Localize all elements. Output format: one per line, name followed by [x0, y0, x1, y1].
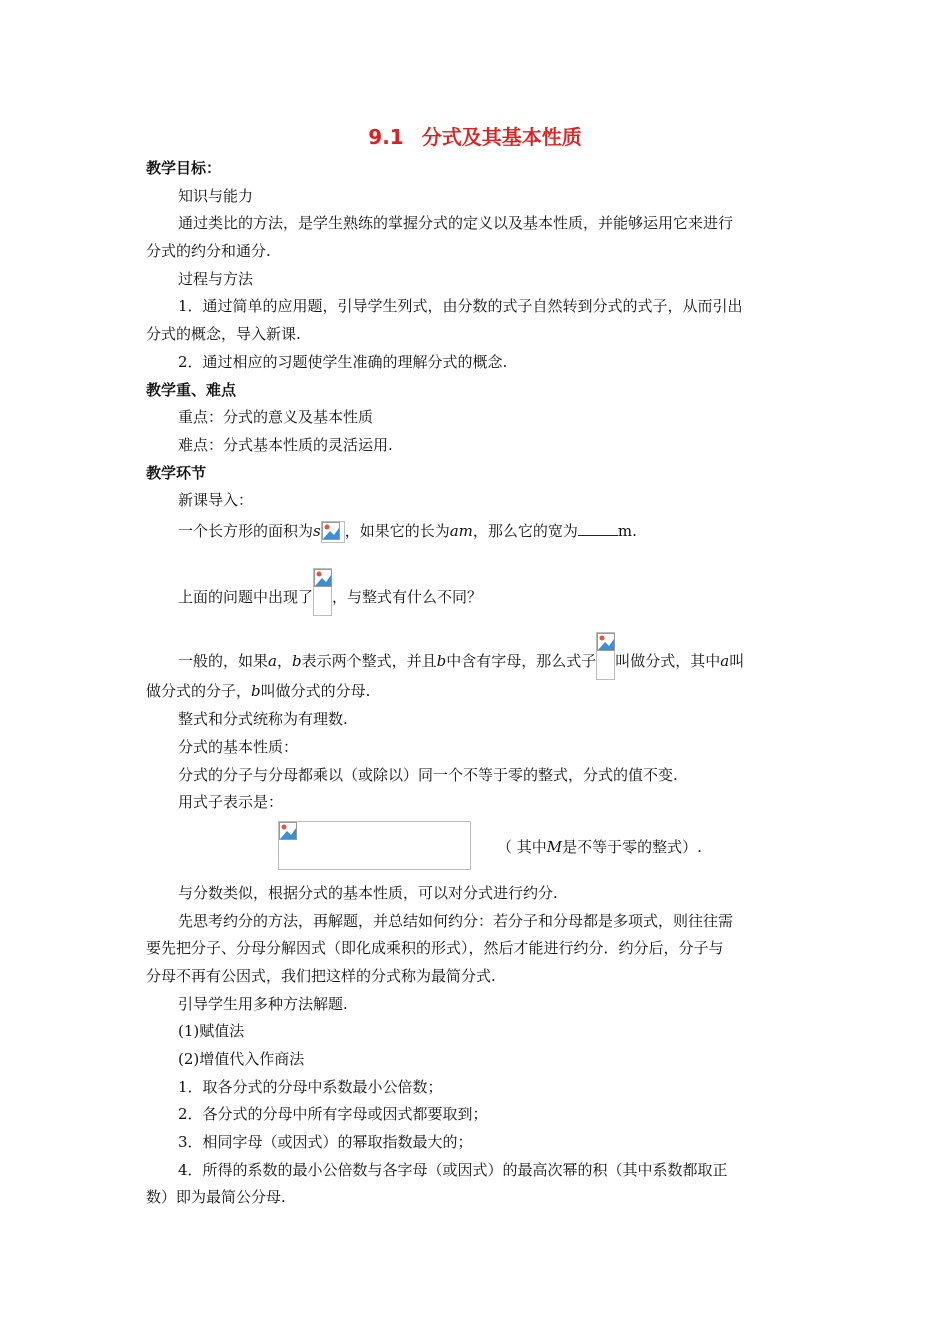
property-text: 分式的分子与分母都乘以（或除以）同一个不等于零的整式，分式的值不变. [178, 766, 678, 784]
lcd-step-cont: 数）即为最简公分母. [146, 1188, 286, 1206]
formula-image-placeholder [278, 821, 471, 870]
formula-image-placeholder [313, 568, 332, 616]
reduce-paragraph-line: 分母不再有公因式，我们把这样的分式称为最简分式. [146, 967, 496, 985]
broken-image-icon [322, 522, 340, 540]
page-title [0, 124, 950, 150]
knowledge-paragraph-line: 通过类比的方法，是学生熟练的掌握分式的定义以及基本性质，并能够运用它来进行 [178, 214, 734, 232]
method-item: (2)增值代入作商法 [178, 1050, 305, 1068]
reduce-paragraph-line: 与分数类似，根据分式的基本性质，可以对分式进行约分. [178, 884, 558, 902]
property-heading: 分式的基本性质： [178, 738, 299, 756]
lcd-step: 1．取各分式的分母中系数最小公倍数； [178, 1078, 443, 1096]
broken-image-icon [279, 822, 297, 840]
process-heading: 过程与方法 [178, 270, 254, 288]
broken-image-icon [597, 633, 615, 651]
intro-heading: 新课导入： [178, 491, 254, 509]
goals-heading: 教学目标： [146, 159, 222, 177]
lcd-step: 3．相同字母（或因式）的幂取指数最大的； [178, 1133, 473, 1151]
difficult-point: 难点：分式基本性质的灵活运用. [178, 436, 393, 454]
formula-note: （ 其中M是不等于零的整式）. [497, 838, 702, 856]
broken-image-icon [314, 569, 332, 587]
rational-statement: 整式和分式统称为有理数. [178, 710, 348, 728]
section-number: 9.1 [368, 125, 404, 149]
formula-image-placeholder [596, 632, 615, 680]
method-item: (1)赋值法 [178, 1022, 245, 1040]
intro-question-1: 一个长方形的面积为s ，如果它的长为am，那么它的宽为 m. [178, 521, 637, 543]
intro-question-2: 上面的问题中出现了 ，与整式有什么不同？ [178, 568, 482, 616]
knowledge-heading: 知识与能力 [178, 187, 254, 205]
lcd-step: 2．各分式的分母中所有字母或因式都要取到； [178, 1105, 488, 1123]
section-title: 分式及其基本性质 [421, 125, 582, 149]
process-paragraph-line: 1．通过简单的应用题，引导学生列式，由分数的式子自然转到分式的式子，从而引出 [178, 297, 743, 315]
formula-image-placeholder [321, 521, 345, 543]
key-point: 重点：分式的意义及基本性质 [178, 408, 374, 426]
fraction-definition-cont: 做分式的分子，b叫做分式的分母. [146, 682, 371, 700]
knowledge-paragraph-line: 分式的约分和通分. [146, 242, 271, 260]
formula-heading: 用式子表示是： [178, 793, 284, 811]
reduce-paragraph-line: 先思考约分的方法，再解题，并总结如何约分：若分子和分母都是多项式，则往往需 [178, 912, 734, 930]
steps-heading: 教学环节 [146, 464, 207, 482]
fraction-definition: 一般的，如果a，b表示两个整式，并且b中含有字母，那么式子 叫做分式，其中a叫 [178, 632, 744, 680]
key-heading: 教学重、难点 [146, 381, 237, 399]
answer-blank [578, 521, 618, 536]
process-paragraph-line: 2．通过相应的习题使学生准确的理解分式的概念. [178, 353, 508, 371]
process-paragraph-line: 分式的概念，导入新课. [146, 325, 301, 343]
lcd-step: 4．所得的系数的最小公倍数与各字母（或因式）的最高次幂的积（其中系数都取正 [178, 1161, 728, 1179]
reduce-paragraph-line: 要先把分子、分母分解因式（即化成乘积的形式），然后才能进行约分．约分后，分子与 [146, 939, 724, 957]
methods-intro: 引导学生用多种方法解题. [178, 995, 348, 1013]
